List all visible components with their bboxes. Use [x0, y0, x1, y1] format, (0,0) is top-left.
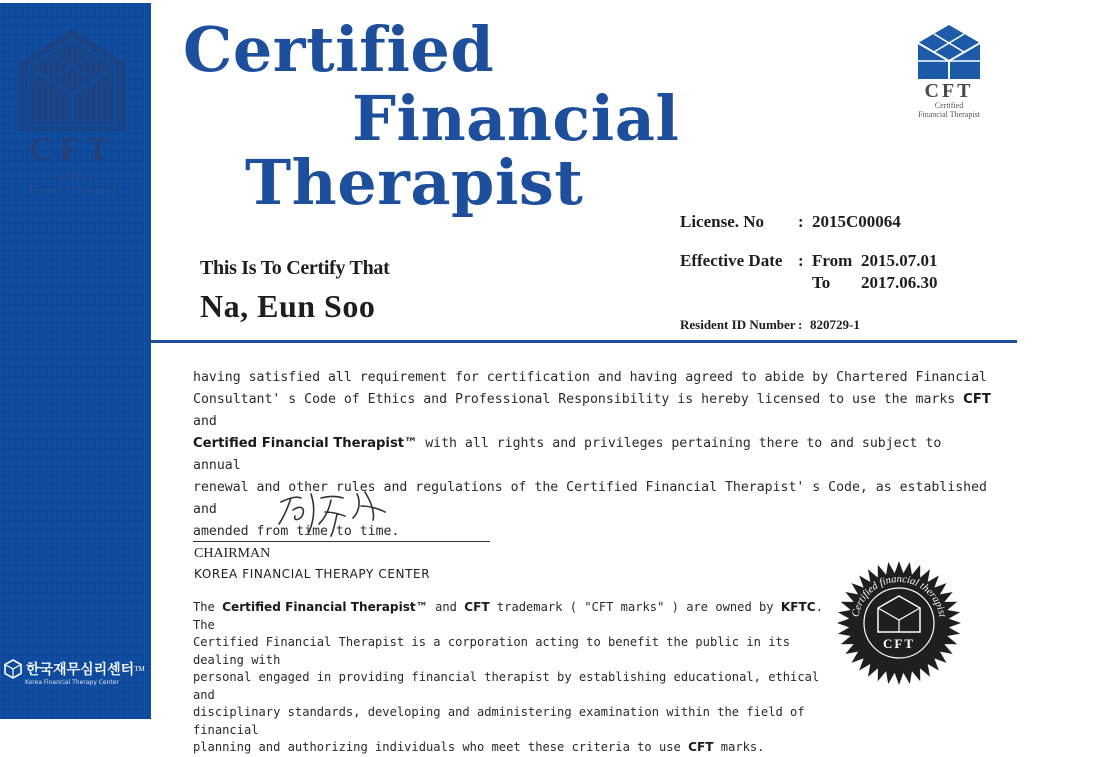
body-line: having satisfied all requirement for certification and having agreed to abide by Chartered Financial [193, 370, 987, 385]
effective-sep: : [798, 251, 804, 270]
seal-ring-text: Certified financial therapist [850, 573, 948, 619]
kftc-emblem-icon [3, 659, 23, 679]
center-name: KOREA FINANCIAL THERAPY CENTER [194, 567, 431, 581]
body-line: amended from time to time. [193, 524, 400, 539]
footer-line: Certified Financial Therapist is a corporation acting to benefit the public in its dealing with [193, 635, 791, 667]
body-line: Consultant' s Code of Ethics and Professional Responsibility is hereby licensed to use the marks CFT and [193, 392, 991, 429]
title-line-3: Therapist [245, 146, 584, 219]
license-sep: : [798, 212, 804, 231]
resident-id: 820729-1 [810, 317, 860, 332]
side-logo-subtitle: Certified Financial Therapist [29, 171, 115, 196]
divider-rule [151, 340, 1017, 343]
recipient-name: Na, Eun Soo [200, 288, 376, 324]
cft-seal-icon [836, 560, 962, 686]
resident-label: Resident ID Number [680, 317, 796, 332]
effective-to-label: To [812, 273, 831, 292]
resident-sep: : [798, 317, 803, 332]
effective-from-label: From [812, 251, 853, 270]
effective-label: Effective Date [680, 251, 783, 270]
license-number: 2015C00064 [812, 212, 901, 231]
trademark-notice [193, 599, 833, 757]
chairman-title: CHAIRMAN [194, 546, 271, 561]
effective-from-date: 2015.07.01 [861, 251, 938, 270]
footer-line: planning and authorizing individuals who meet these criteria to use CFT marks. [193, 740, 765, 754]
footer-line: personal engaged in providing financial therapist by establishing educational, ethical and [193, 670, 820, 702]
side-band [0, 3, 151, 719]
seal-abbr: CFT [883, 636, 915, 651]
kftc-korean-name: 한국재무심리센터 [26, 662, 135, 678]
kftc-english-name: Korea Financial Therapy Center [25, 679, 119, 686]
kftc-logo [3, 659, 145, 686]
license-label: License. No [680, 212, 765, 231]
kftc-tm: TM [134, 665, 145, 673]
body-line: Certified Financial Therapist™ with all rights and privileges pertaining there to and subject to annual [193, 436, 942, 473]
top-logo-abbr: CFT [924, 80, 974, 102]
signature-line [193, 541, 490, 542]
title-line-2: Financial [352, 82, 680, 155]
cft-top-logo-icon [914, 23, 984, 81]
side-logo-abbr: CFT [29, 131, 115, 168]
effective-to-date: 2017.06.30 [861, 273, 938, 292]
top-logo-subtitle: Certified Financial Therapist [918, 101, 980, 119]
body-line: renewal and other rules and regulations of the Certified Financial Therapist' s Code, as established and [193, 480, 987, 517]
chairman-signature [275, 484, 405, 540]
footer-line: The Certified Financial Therapist™ and CFT trademark ( "CFT marks" ) are owned by KFTC. The [193, 600, 823, 632]
footer-line: disciplinary standards, developing and administering examination within the field of financial [193, 705, 805, 737]
certify-heading: This Is To Certify That [200, 257, 390, 279]
title-line-1: Certified [183, 13, 495, 86]
